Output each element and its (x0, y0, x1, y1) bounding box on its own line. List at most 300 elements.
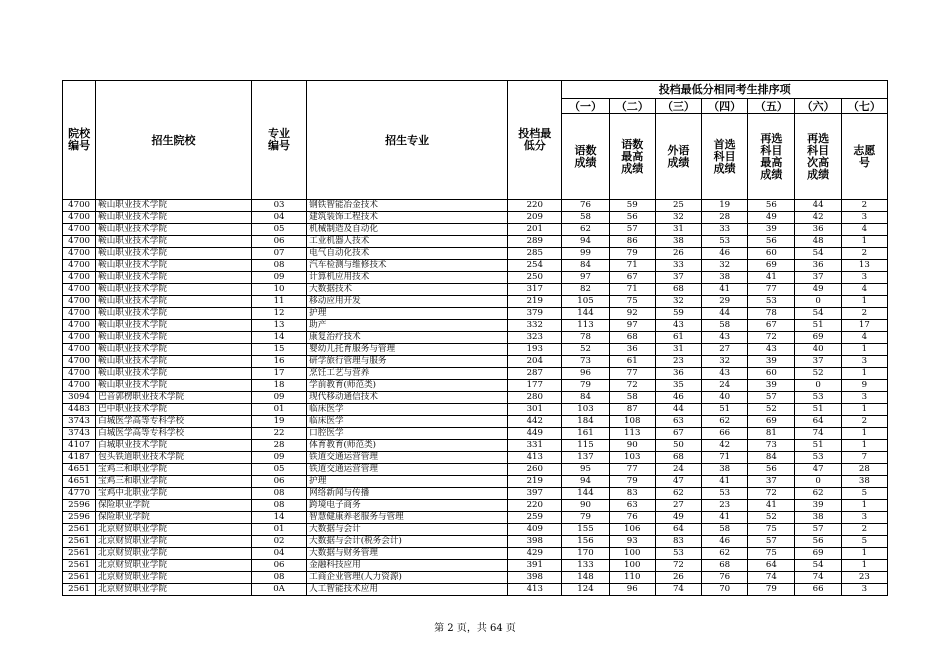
cell-tie-3: 62 (655, 488, 701, 500)
cell-major-name: 工商企业管理(人力资源) (307, 572, 508, 584)
cell-school-code: 2561 (63, 572, 96, 584)
cell-volunteer-no: 38 (841, 476, 887, 488)
cell-school-name: 鞍山职业技术学院 (96, 380, 252, 392)
cell-volunteer-no: 1 (841, 296, 887, 308)
cell-tie-4: 29 (702, 296, 748, 308)
cell-major-code: 06 (251, 560, 306, 572)
cell-tie-6: 42 (795, 212, 841, 224)
cell-tie-2: 100 (609, 548, 655, 560)
cell-tie-1: 90 (562, 500, 609, 512)
cell-tie-6: 69 (795, 548, 841, 560)
cell-min-score: 449 (508, 428, 562, 440)
cell-tie-5: 84 (748, 452, 795, 464)
cell-tie-5: 52 (748, 404, 795, 416)
table-row (63, 464, 888, 476)
cell-volunteer-no: 3 (841, 356, 887, 368)
cell-tie-2: 100 (609, 560, 655, 572)
cell-major-name: 体育教育(师范类) (307, 440, 508, 452)
cell-tie-1: 155 (562, 524, 609, 536)
cell-tie-3: 49 (655, 512, 701, 524)
cell-min-score: 442 (508, 416, 562, 428)
cell-school-name: 鞍山职业技术学院 (96, 320, 252, 332)
cell-tie-3: 38 (655, 236, 701, 248)
cell-tie-3: 24 (655, 464, 701, 476)
table-row (63, 416, 888, 428)
cell-min-score: 289 (508, 236, 562, 248)
cell-tie-4: 19 (702, 200, 748, 212)
cell-min-score: 413 (508, 452, 562, 464)
cell-school-name: 宝鸡三和职业学院 (96, 476, 252, 488)
cell-major-code: 28 (251, 440, 306, 452)
header-major-name: 招生专业 (307, 81, 508, 200)
cell-school-name: 鞍山职业技术学院 (96, 296, 252, 308)
table-row (63, 584, 888, 596)
cell-tie-2: 83 (609, 488, 655, 500)
cell-tie-3: 61 (655, 332, 701, 344)
cell-tie-6: 66 (795, 584, 841, 596)
cell-major-code: 08 (251, 260, 306, 272)
cell-major-name: 铁道交通运营管理 (307, 452, 508, 464)
cell-min-score: 193 (508, 344, 562, 356)
cell-volunteer-no: 2 (841, 248, 887, 260)
header-tie-item: 语数成绩 (562, 114, 609, 200)
cell-major-name: 大数据与财务管理 (307, 548, 508, 560)
table-row (63, 536, 888, 548)
cell-tie-5: 81 (748, 428, 795, 440)
cell-tie-2: 92 (609, 308, 655, 320)
cell-major-code: 0A (251, 584, 306, 596)
cell-volunteer-no: 2 (841, 416, 887, 428)
cell-major-name: 研学旅行管理与服务 (307, 356, 508, 368)
cell-school-code: 4483 (63, 404, 96, 416)
cell-min-score: 287 (508, 368, 562, 380)
cell-major-code: 11 (251, 296, 306, 308)
cell-tie-1: 144 (562, 308, 609, 320)
cell-tie-1: 124 (562, 584, 609, 596)
cell-tie-2: 79 (609, 248, 655, 260)
cell-min-score: 398 (508, 536, 562, 548)
cell-school-code: 4700 (63, 224, 96, 236)
cell-school-code: 2561 (63, 584, 96, 596)
cell-school-code: 4700 (63, 284, 96, 296)
cell-tie-5: 72 (748, 332, 795, 344)
table-row (63, 260, 888, 272)
cell-school-code: 4700 (63, 356, 96, 368)
cell-tie-5: 57 (748, 392, 795, 404)
cell-tie-1: 103 (562, 404, 609, 416)
table-row (63, 512, 888, 524)
cell-tie-4: 27 (702, 344, 748, 356)
cell-tie-3: 83 (655, 536, 701, 548)
cell-school-name: 鞍山职业技术学院 (96, 308, 252, 320)
cell-min-score: 323 (508, 332, 562, 344)
cell-major-name: 康复治疗技术 (307, 332, 508, 344)
cell-tie-2: 67 (609, 272, 655, 284)
cell-min-score: 260 (508, 464, 562, 476)
header-school-name: 招生院校 (96, 81, 252, 200)
cell-tie-5: 56 (748, 464, 795, 476)
cell-volunteer-no: 1 (841, 428, 887, 440)
cell-school-name: 巴中职业技术学院 (96, 404, 252, 416)
cell-tie-5: 56 (748, 236, 795, 248)
cell-school-name: 鞍山职业技术学院 (96, 212, 252, 224)
cell-school-code: 4700 (63, 212, 96, 224)
cell-min-score: 280 (508, 392, 562, 404)
cell-school-name: 白城医学高等专科学校 (96, 416, 252, 428)
cell-tie-5: 57 (748, 536, 795, 548)
cell-tie-2: 113 (609, 428, 655, 440)
cell-volunteer-no: 4 (841, 332, 887, 344)
cell-tie-2: 71 (609, 260, 655, 272)
table-row (63, 284, 888, 296)
cell-school-code: 4107 (63, 440, 96, 452)
cell-school-name: 鞍山职业技术学院 (96, 248, 252, 260)
cell-tie-5: 49 (748, 212, 795, 224)
cell-school-code: 4651 (63, 476, 96, 488)
header-tie-order: （六） (795, 99, 841, 114)
cell-major-code: 13 (251, 320, 306, 332)
cell-tie-3: 23 (655, 356, 701, 368)
cell-tie-4: 46 (702, 248, 748, 260)
cell-tie-1: 73 (562, 356, 609, 368)
cell-tie-4: 44 (702, 308, 748, 320)
table-row (63, 572, 888, 584)
cell-tie-6: 53 (795, 452, 841, 464)
cell-school-name: 保险职业学院 (96, 512, 252, 524)
cell-tie-6: 64 (795, 416, 841, 428)
header-tie-title: 投档最低分相同考生排序项 (562, 81, 888, 99)
table-row (63, 368, 888, 380)
cell-tie-4: 58 (702, 320, 748, 332)
cell-major-code: 14 (251, 512, 306, 524)
cell-tie-5: 75 (748, 548, 795, 560)
header-tie-item: 语数最高成绩 (609, 114, 655, 200)
cell-tie-2: 106 (609, 524, 655, 536)
cell-min-score: 220 (508, 200, 562, 212)
cell-tie-5: 69 (748, 260, 795, 272)
cell-tie-5: 64 (748, 560, 795, 572)
cell-volunteer-no: 23 (841, 572, 887, 584)
cell-tie-1: 52 (562, 344, 609, 356)
cell-tie-4: 28 (702, 212, 748, 224)
header-tie-order: （一） (562, 99, 609, 114)
cell-tie-5: 39 (748, 380, 795, 392)
header-tie-order: （四） (702, 99, 748, 114)
cell-tie-3: 37 (655, 272, 701, 284)
cell-major-name: 大数据与会计 (307, 524, 508, 536)
cell-volunteer-no: 1 (841, 440, 887, 452)
cell-tie-2: 108 (609, 416, 655, 428)
cell-school-code: 4770 (63, 488, 96, 500)
cell-major-code: 12 (251, 308, 306, 320)
cell-tie-3: 26 (655, 572, 701, 584)
cell-tie-1: 99 (562, 248, 609, 260)
cell-major-code: 04 (251, 212, 306, 224)
cell-school-name: 鞍山职业技术学院 (96, 368, 252, 380)
cell-major-code: 14 (251, 332, 306, 344)
table-row (63, 272, 888, 284)
table-row (63, 296, 888, 308)
cell-volunteer-no: 1 (841, 548, 887, 560)
table-row (63, 248, 888, 260)
cell-min-score: 209 (508, 212, 562, 224)
cell-volunteer-no: 13 (841, 260, 887, 272)
cell-min-score: 398 (508, 572, 562, 584)
cell-tie-3: 74 (655, 584, 701, 596)
cell-school-code: 4700 (63, 344, 96, 356)
cell-tie-3: 33 (655, 260, 701, 272)
cell-tie-5: 78 (748, 308, 795, 320)
cell-tie-6: 57 (795, 524, 841, 536)
cell-major-code: 09 (251, 452, 306, 464)
cell-volunteer-no: 1 (841, 404, 887, 416)
cell-school-code: 3743 (63, 428, 96, 440)
header-tie-order: （二） (609, 99, 655, 114)
cell-major-name: 学前教育(师范类) (307, 380, 508, 392)
table-row (63, 500, 888, 512)
cell-major-name: 护理 (307, 476, 508, 488)
cell-tie-2: 72 (609, 380, 655, 392)
cell-major-code: 16 (251, 356, 306, 368)
cell-tie-3: 27 (655, 500, 701, 512)
cell-tie-4: 62 (702, 548, 748, 560)
cell-major-code: 01 (251, 404, 306, 416)
cell-volunteer-no: 4 (841, 224, 887, 236)
cell-school-code: 2561 (63, 560, 96, 572)
cell-volunteer-no: 2 (841, 200, 887, 212)
cell-volunteer-no: 3 (841, 392, 887, 404)
cell-tie-6: 69 (795, 332, 841, 344)
cell-volunteer-no: 1 (841, 368, 887, 380)
cell-tie-6: 37 (795, 356, 841, 368)
table-row (63, 332, 888, 344)
cell-min-score: 391 (508, 560, 562, 572)
cell-tie-6: 54 (795, 308, 841, 320)
cell-tie-1: 79 (562, 380, 609, 392)
cell-school-code: 4700 (63, 260, 96, 272)
cell-volunteer-no: 1 (841, 500, 887, 512)
cell-volunteer-no: 1 (841, 344, 887, 356)
cell-tie-1: 62 (562, 224, 609, 236)
cell-tie-2: 86 (609, 236, 655, 248)
cell-min-score: 220 (508, 500, 562, 512)
cell-school-name: 北京财贸职业学院 (96, 524, 252, 536)
cell-school-name: 鞍山职业技术学院 (96, 356, 252, 368)
cell-tie-3: 36 (655, 368, 701, 380)
cell-tie-4: 32 (702, 356, 748, 368)
cell-tie-1: 84 (562, 260, 609, 272)
cell-tie-4: 58 (702, 524, 748, 536)
table-row (63, 548, 888, 560)
cell-major-name: 计算机应用技术 (307, 272, 508, 284)
cell-major-code: 06 (251, 476, 306, 488)
cell-tie-6: 51 (795, 404, 841, 416)
cell-tie-3: 35 (655, 380, 701, 392)
cell-school-name: 宝鸡三和职业学院 (96, 464, 252, 476)
cell-tie-4: 41 (702, 512, 748, 524)
cell-tie-4: 43 (702, 368, 748, 380)
cell-tie-2: 77 (609, 464, 655, 476)
table-row (63, 392, 888, 404)
cell-major-code: 09 (251, 392, 306, 404)
cell-major-name: 汽车检测与维修技术 (307, 260, 508, 272)
cell-min-score: 201 (508, 224, 562, 236)
cell-tie-5: 72 (748, 488, 795, 500)
cell-tie-3: 59 (655, 308, 701, 320)
cell-major-code: 22 (251, 428, 306, 440)
cell-volunteer-no: 17 (841, 320, 887, 332)
cell-school-code: 4700 (63, 332, 96, 344)
cell-min-score: 332 (508, 320, 562, 332)
cell-tie-1: 84 (562, 392, 609, 404)
cell-major-code: 19 (251, 416, 306, 428)
cell-tie-4: 62 (702, 416, 748, 428)
table-row (63, 224, 888, 236)
cell-min-score: 219 (508, 296, 562, 308)
cell-tie-6: 51 (795, 440, 841, 452)
cell-tie-4: 51 (702, 404, 748, 416)
table-row (63, 524, 888, 536)
cell-volunteer-no: 2 (841, 524, 887, 536)
cell-tie-3: 32 (655, 212, 701, 224)
table-row (63, 212, 888, 224)
cell-tie-5: 74 (748, 572, 795, 584)
cell-tie-5: 56 (748, 200, 795, 212)
cell-major-code: 01 (251, 524, 306, 536)
cell-tie-6: 37 (795, 272, 841, 284)
cell-major-name: 网络新闻与传播 (307, 488, 508, 500)
header-min-score: 投档最低分 (508, 81, 562, 200)
cell-tie-3: 44 (655, 404, 701, 416)
header-school-code: 院校编号 (63, 81, 96, 200)
cell-school-code: 4700 (63, 320, 96, 332)
cell-tie-3: 63 (655, 416, 701, 428)
cell-min-score: 254 (508, 260, 562, 272)
cell-volunteer-no: 3 (841, 512, 887, 524)
table-row (63, 488, 888, 500)
cell-major-code: 07 (251, 248, 306, 260)
cell-tie-2: 90 (609, 440, 655, 452)
cell-tie-3: 31 (655, 344, 701, 356)
cell-school-code: 4700 (63, 308, 96, 320)
cell-tie-4: 32 (702, 260, 748, 272)
cell-min-score: 301 (508, 404, 562, 416)
cell-major-name: 机械制造及自动化 (307, 224, 508, 236)
cell-major-name: 临床医学 (307, 416, 508, 428)
cell-school-name: 鞍山职业技术学院 (96, 344, 252, 356)
cell-major-code: 05 (251, 224, 306, 236)
cell-tie-2: 75 (609, 296, 655, 308)
cell-tie-1: 115 (562, 440, 609, 452)
cell-tie-5: 41 (748, 272, 795, 284)
cell-major-code: 17 (251, 368, 306, 380)
cell-major-code: 05 (251, 464, 306, 476)
cell-tie-6: 0 (795, 380, 841, 392)
cell-tie-2: 71 (609, 284, 655, 296)
cell-tie-1: 78 (562, 332, 609, 344)
cell-tie-3: 50 (655, 440, 701, 452)
table-row (63, 428, 888, 440)
cell-tie-4: 41 (702, 284, 748, 296)
header-major-code: 专业编号 (251, 81, 306, 200)
header-tie-order: （三） (655, 99, 701, 114)
cell-school-code: 3743 (63, 416, 96, 428)
cell-school-code: 3094 (63, 392, 96, 404)
cell-tie-6: 62 (795, 488, 841, 500)
cell-major-name: 烹饪工艺与营养 (307, 368, 508, 380)
cell-tie-5: 37 (748, 476, 795, 488)
cell-volunteer-no: 9 (841, 380, 887, 392)
cell-tie-1: 105 (562, 296, 609, 308)
cell-school-code: 2596 (63, 512, 96, 524)
cell-school-name: 北京财贸职业学院 (96, 584, 252, 596)
cell-tie-5: 73 (748, 440, 795, 452)
cell-major-name: 人工智能技术应用 (307, 584, 508, 596)
cell-min-score: 219 (508, 476, 562, 488)
cell-tie-3: 68 (655, 452, 701, 464)
cell-volunteer-no: 5 (841, 536, 887, 548)
cell-min-score: 259 (508, 512, 562, 524)
table-row (63, 440, 888, 452)
cell-min-score: 429 (508, 548, 562, 560)
cell-tie-6: 74 (795, 572, 841, 584)
cell-major-name: 大数据技术 (307, 284, 508, 296)
cell-school-code: 2596 (63, 500, 96, 512)
cell-tie-4: 41 (702, 476, 748, 488)
cell-major-name: 助产 (307, 320, 508, 332)
cell-tie-6: 38 (795, 512, 841, 524)
table-row (63, 344, 888, 356)
cell-min-score: 285 (508, 248, 562, 260)
cell-major-name: 临床医学 (307, 404, 508, 416)
cell-tie-2: 57 (609, 224, 655, 236)
cell-tie-3: 43 (655, 320, 701, 332)
cell-tie-3: 64 (655, 524, 701, 536)
table-row (63, 356, 888, 368)
table-row (63, 308, 888, 320)
cell-major-name: 工业机器人技术 (307, 236, 508, 248)
cell-volunteer-no: 7 (841, 452, 887, 464)
table-row (63, 452, 888, 464)
cell-tie-1: 156 (562, 536, 609, 548)
cell-school-code: 2561 (63, 536, 96, 548)
cell-school-code: 4700 (63, 380, 96, 392)
cell-major-name: 口腔医学 (307, 428, 508, 440)
cell-tie-5: 39 (748, 224, 795, 236)
cell-volunteer-no: 2 (841, 308, 887, 320)
cell-tie-3: 67 (655, 428, 701, 440)
cell-tie-2: 110 (609, 572, 655, 584)
cell-tie-1: 94 (562, 476, 609, 488)
cell-school-code: 4700 (63, 368, 96, 380)
cell-school-name: 巴音郭楞职业技术学院 (96, 392, 252, 404)
cell-major-name: 建筑装饰工程技术 (307, 212, 508, 224)
cell-tie-6: 48 (795, 236, 841, 248)
cell-school-name: 包头铁道职业技术学院 (96, 452, 252, 464)
cell-tie-5: 43 (748, 344, 795, 356)
cell-tie-1: 97 (562, 272, 609, 284)
cell-tie-1: 170 (562, 548, 609, 560)
cell-tie-3: 26 (655, 248, 701, 260)
cell-tie-3: 72 (655, 560, 701, 572)
cell-tie-4: 43 (702, 332, 748, 344)
cell-tie-5: 75 (748, 524, 795, 536)
cell-tie-5: 41 (748, 500, 795, 512)
cell-school-name: 北京财贸职业学院 (96, 548, 252, 560)
cell-tie-3: 47 (655, 476, 701, 488)
cell-min-score: 413 (508, 584, 562, 596)
cell-tie-5: 60 (748, 368, 795, 380)
